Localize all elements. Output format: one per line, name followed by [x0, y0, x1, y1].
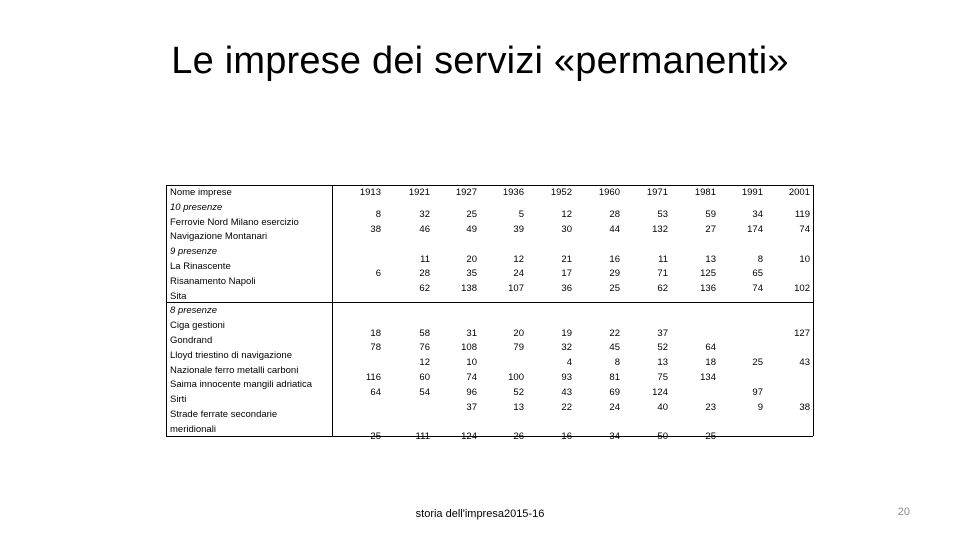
- table-cell: 81: [609, 372, 620, 383]
- table-cell: 52: [657, 342, 668, 354]
- table-cell: 124: [461, 431, 477, 443]
- table-cell: 13: [705, 253, 716, 265]
- table-cell: 174: [747, 224, 763, 235]
- table-cell: 19: [561, 327, 572, 339]
- year-header: 1936: [502, 187, 524, 198]
- table-cell: 107: [508, 283, 524, 295]
- table-cell: 44: [609, 224, 620, 235]
- year-header: 2001: [788, 187, 810, 198]
- slide-footer: storia dell'impresa2015-16: [415, 508, 545, 520]
- table-cell: 34: [609, 431, 620, 443]
- table-cell: 32: [561, 342, 572, 354]
- table-cell: 102: [794, 283, 810, 295]
- table-cell: 96: [466, 386, 477, 398]
- table-cell: 74: [799, 224, 810, 235]
- table-cell: 64: [705, 342, 716, 354]
- year-header: 1913: [359, 187, 381, 198]
- company-name: Saima innocente mangili adriatica: [170, 379, 313, 391]
- table-cell: 71: [657, 268, 668, 280]
- year-header: 1991: [741, 187, 763, 198]
- table-cell: 69: [609, 386, 620, 398]
- table-cell: 25: [705, 431, 716, 443]
- company-name: Gondrand: [170, 335, 213, 346]
- company-name: Lloyd triestino di navigazione: [170, 349, 292, 361]
- table-cell: 24: [513, 268, 524, 280]
- table-cell: 32: [419, 209, 430, 221]
- company-name: meridionali: [170, 423, 216, 435]
- table-cell: 45: [609, 342, 620, 354]
- table-cell: 75: [657, 372, 668, 383]
- table-cell: 12: [513, 253, 524, 265]
- table-cell: 8: [375, 209, 381, 221]
- table-cell: 27: [705, 224, 716, 235]
- company-name: Sirti: [170, 394, 187, 406]
- table-cell: 49: [466, 224, 477, 235]
- table-cell: 74: [466, 372, 477, 383]
- table-cell: 35: [466, 268, 477, 280]
- table-cell: 29: [609, 268, 620, 280]
- table-cell: 127: [794, 327, 810, 339]
- company-name: Navigazione Montanari: [170, 231, 268, 243]
- table-cell: 62: [419, 283, 430, 295]
- table-cell: 6: [375, 268, 381, 280]
- table-cell: 37: [657, 327, 668, 339]
- table-cell: 43: [561, 386, 572, 398]
- table-cell: 100: [508, 372, 524, 383]
- year-header: 1981: [694, 187, 716, 198]
- table-cell: 25: [752, 357, 763, 369]
- table-cell: 125: [700, 268, 716, 280]
- table-cell: 132: [652, 224, 668, 235]
- table-cell: 64: [370, 386, 381, 398]
- table-border-names: [332, 185, 333, 436]
- table-cell: 46: [419, 224, 430, 235]
- table-cell: 138: [461, 283, 477, 295]
- table-cell: 8: [614, 357, 620, 369]
- table-cell: 116: [365, 372, 381, 383]
- table-cell: 40: [657, 401, 668, 413]
- table-cell: 58: [419, 327, 430, 339]
- table-cell: 5: [518, 209, 524, 221]
- table-cell: 34: [752, 209, 763, 221]
- table-cell: 28: [609, 209, 620, 221]
- slide-title: Le imprese dei servizi «permanenti»: [171, 40, 789, 82]
- table-cell: 97: [752, 386, 763, 398]
- table-cell: 26: [513, 431, 524, 443]
- company-name: Risanamento Napoli: [170, 275, 256, 287]
- table-cell: 30: [561, 224, 572, 235]
- table-cell: 93: [561, 372, 572, 383]
- table-cell: 60: [419, 372, 430, 383]
- table-cell: 78: [370, 342, 381, 354]
- year-header: 1921: [408, 187, 430, 198]
- table-cell: 12: [419, 357, 430, 369]
- table-cell: 8: [757, 253, 763, 265]
- table-cell: 52: [513, 386, 524, 398]
- table-cell: 20: [513, 327, 524, 339]
- table-cell: 76: [419, 342, 430, 354]
- table-border-right: [813, 185, 814, 436]
- company-name: La Rinascente: [170, 261, 231, 272]
- page-number: 20: [897, 506, 910, 518]
- company-name: Strade ferrate secondarie: [170, 409, 278, 420]
- table-cell: 36: [561, 283, 572, 295]
- company-name: Ferrovie Nord Milano esercizio: [170, 216, 299, 228]
- table-cell: 12: [561, 209, 572, 221]
- table-cell: 31: [466, 327, 477, 339]
- group-divider: [166, 302, 332, 303]
- group-label: 9 presenze: [170, 246, 218, 258]
- table-cell: 39: [513, 224, 524, 235]
- table-cell: 23: [705, 401, 716, 413]
- table-cell: 136: [700, 283, 716, 295]
- group-label: 10 presenze: [170, 201, 223, 213]
- table-cell: 13: [657, 357, 668, 369]
- table-cell: 18: [705, 357, 716, 369]
- table-cell: 134: [700, 372, 716, 383]
- table-cell: 17: [561, 268, 572, 280]
- company-name: Ciga gestioni: [170, 320, 225, 332]
- table-cell: 16: [609, 253, 620, 265]
- table-cell: 24: [609, 401, 620, 413]
- header-label: Nome imprese: [170, 187, 232, 198]
- table-cell: 25: [370, 431, 381, 443]
- year-header: 1971: [646, 187, 668, 198]
- table-cell: 62: [657, 283, 668, 295]
- table-cell: 20: [466, 253, 477, 265]
- table-cell: 38: [799, 401, 810, 413]
- table-cell: 38: [370, 224, 381, 235]
- table-cell: 124: [652, 386, 668, 398]
- table-cell: 37: [466, 401, 477, 413]
- table-cell: 43: [799, 357, 810, 369]
- year-header: 1952: [550, 187, 572, 198]
- table-cell: 50: [657, 431, 668, 443]
- group-label: 8 presenze: [170, 305, 218, 317]
- table-cell: 13: [513, 401, 524, 413]
- table-cell: 21: [561, 253, 572, 265]
- table-cell: 11: [420, 253, 430, 265]
- company-name: Nazionale ferro metalli carboni: [170, 364, 299, 376]
- table-cell: 16: [561, 431, 572, 443]
- table-cell: 25: [609, 283, 620, 295]
- table-cell: 11: [658, 253, 668, 265]
- table-cell: 108: [461, 342, 477, 354]
- table-cell: 9: [757, 401, 763, 413]
- table-cell: 65: [752, 268, 763, 280]
- year-header: 1960: [598, 187, 620, 198]
- company-name: Sita: [170, 290, 187, 302]
- table-cell: 119: [794, 209, 810, 221]
- table-cell: 53: [657, 209, 668, 221]
- table-cell: 28: [419, 268, 430, 280]
- table-border-left: [166, 185, 167, 436]
- table-cell: 79: [513, 342, 524, 354]
- table-cell: 10: [466, 357, 477, 369]
- table-cell: 22: [561, 401, 572, 413]
- group-divider-values: [333, 302, 813, 303]
- table-cell: 74: [752, 283, 763, 295]
- table-cell: 54: [419, 386, 430, 398]
- table-cell: 4: [566, 357, 572, 369]
- table-cell: 22: [609, 327, 620, 339]
- table-cell: 25: [466, 209, 477, 221]
- table-cell: 10: [799, 253, 810, 265]
- year-header: 1927: [455, 187, 477, 198]
- table-cell: 59: [705, 209, 716, 221]
- table-cell: 18: [370, 327, 381, 339]
- table-cell: 111: [415, 431, 430, 443]
